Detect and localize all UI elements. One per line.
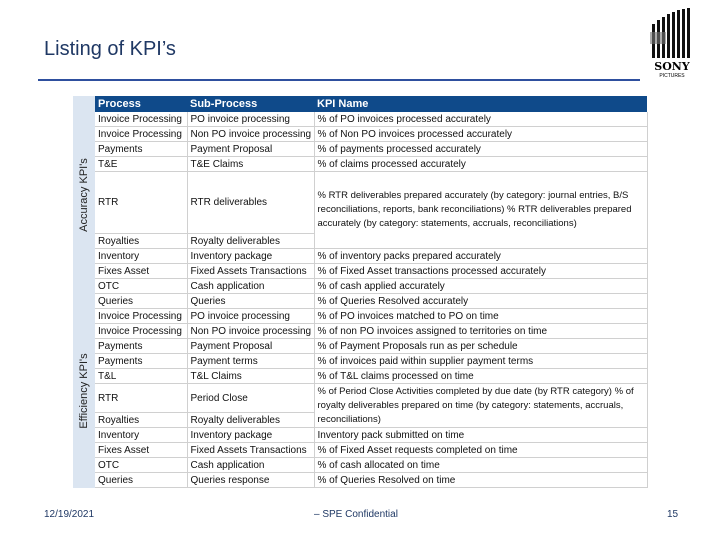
table-row	[95, 142, 647, 157]
cell-kpi: % of T&L claims processed on time	[314, 369, 647, 384]
kpi-table	[95, 96, 648, 488]
cell-sub-process: Payment Proposal	[187, 339, 314, 354]
cell-sub-process: Non PO invoice processing	[187, 127, 314, 142]
cell-process: T&E	[95, 157, 187, 172]
cell-kpi: % of Fixed Asset transactions processed accurately	[314, 264, 647, 279]
cell-process: Invoice Processing	[95, 309, 187, 324]
accuracy-side-band	[73, 96, 95, 294]
cell-kpi: % of Non PO invoices processed accurately	[314, 127, 647, 142]
cell-sub-process: T&E Claims	[187, 157, 314, 172]
table-row	[95, 443, 647, 458]
cell-sub-process: PO invoice processing	[187, 112, 314, 127]
cell-kpi: % of Period Close Activities completed by due date (by RTR category) % of royalty deliverables prepared on time (by category: statements, accruals, reconciliations)	[314, 384, 647, 428]
header-kpi-name: KPI Name	[314, 96, 647, 112]
header-process: Process	[95, 96, 187, 112]
cell-kpi: % of Queries Resolved accurately	[314, 294, 647, 309]
cell-process: RTR	[95, 172, 187, 234]
cell-process: Royalties	[95, 413, 187, 428]
cell-kpi: % of Payment Proposals run as per schedule	[314, 339, 647, 354]
logo-sub: PICTURES	[659, 73, 685, 79]
cell-sub-process: Queries response	[187, 473, 314, 488]
cell-process: OTC	[95, 279, 187, 294]
cell-kpi: % of Queries Resolved on time	[314, 473, 647, 488]
cell-sub-process: Queries	[187, 294, 314, 309]
cell-kpi: % RTR deliverables prepared accurately (by category: journal entries, B/S reconciliations, reports, bank reconciliations) % RTR deliverables prepared accurately (by category: statements, accruals, reconciliations)	[314, 172, 647, 249]
cell-kpi: % of claims processed accurately	[314, 157, 647, 172]
cell-sub-process: Fixed Assets Transactions	[187, 443, 314, 458]
cell-sub-process: Inventory package	[187, 428, 314, 443]
cell-kpi: % of non PO invoices assigned to territories on time	[314, 324, 647, 339]
table-row	[95, 369, 647, 384]
cell-process: Fixes Asset	[95, 443, 187, 458]
table-row	[95, 384, 647, 413]
cell-sub-process: Period Close	[187, 384, 314, 413]
cell-kpi: % of cash allocated on time	[314, 458, 647, 473]
cell-process: Queries	[95, 473, 187, 488]
cell-sub-process: RTR deliverables	[187, 172, 314, 234]
table-row	[95, 458, 647, 473]
cell-kpi: % of payments processed accurately	[314, 142, 647, 157]
cell-process: Invoice Processing	[95, 127, 187, 142]
cell-process: Fixes Asset	[95, 264, 187, 279]
cell-sub-process: Cash application	[187, 279, 314, 294]
table-row	[95, 279, 647, 294]
sony-pictures-logo	[648, 8, 696, 78]
title-rule	[38, 79, 640, 81]
cell-process: Invoice Processing	[95, 324, 187, 339]
table-row	[95, 264, 647, 279]
table-row	[95, 249, 647, 264]
slide-title: Listing of KPI’s	[44, 38, 176, 60]
table-row	[95, 473, 647, 488]
cell-sub-process: Payment Proposal	[187, 142, 314, 157]
cell-kpi: % of inventory packs prepared accurately	[314, 249, 647, 264]
table-row	[95, 354, 647, 369]
cell-kpi: % of invoices paid within supplier payment terms	[314, 354, 647, 369]
table-row	[95, 294, 647, 309]
logo-brand: SONY	[654, 60, 690, 73]
cell-sub-process: Payment terms	[187, 354, 314, 369]
cell-process: Royalties	[95, 234, 187, 249]
footer-confidential: – SPE Confidential	[314, 509, 398, 520]
cell-sub-process: Fixed Assets Transactions	[187, 264, 314, 279]
table-row	[95, 157, 647, 172]
cell-kpi: % of cash applied accurately	[314, 279, 647, 294]
footer-date: 12/19/2021	[44, 509, 95, 520]
table-row	[95, 324, 647, 339]
table-header-row	[95, 96, 647, 112]
footer-page-number: 15	[667, 509, 679, 520]
cell-sub-process: Inventory package	[187, 249, 314, 264]
cell-process: Inventory	[95, 428, 187, 443]
cell-process: T&L	[95, 369, 187, 384]
cell-sub-process: T&L Claims	[187, 369, 314, 384]
cell-kpi: % of PO invoices matched to PO on time	[314, 309, 647, 324]
table-row	[95, 339, 647, 354]
efficiency-side-band	[73, 294, 95, 488]
cell-process: OTC	[95, 458, 187, 473]
table-row	[95, 172, 647, 234]
cell-sub-process: Royalty deliverables	[187, 234, 314, 249]
logo-stripes-icon	[648, 8, 692, 58]
accuracy-label: Accuracy KPI's	[78, 158, 90, 232]
cell-kpi: % of PO invoices processed accurately	[314, 112, 647, 127]
cell-process: Payments	[95, 354, 187, 369]
cell-sub-process: PO invoice processing	[187, 309, 314, 324]
table-row	[95, 112, 647, 127]
cell-sub-process: Cash application	[187, 458, 314, 473]
cell-kpi: % of Fixed Asset requests completed on time	[314, 443, 647, 458]
table-row	[95, 309, 647, 324]
cell-process: Payments	[95, 339, 187, 354]
cell-process: Queries	[95, 294, 187, 309]
cell-process: Invoice Processing	[95, 112, 187, 127]
cell-process: Payments	[95, 142, 187, 157]
cell-kpi: Inventory pack submitted on time	[314, 428, 647, 443]
cell-sub-process: Non PO invoice processing	[187, 324, 314, 339]
table-row	[95, 428, 647, 443]
table-row	[95, 127, 647, 142]
cell-process: RTR	[95, 384, 187, 413]
cell-sub-process: Royalty deliverables	[187, 413, 314, 428]
cell-process: Inventory	[95, 249, 187, 264]
efficiency-label: Efficiency KPI's	[78, 353, 90, 429]
header-sub-process: Sub-Process	[187, 96, 314, 112]
